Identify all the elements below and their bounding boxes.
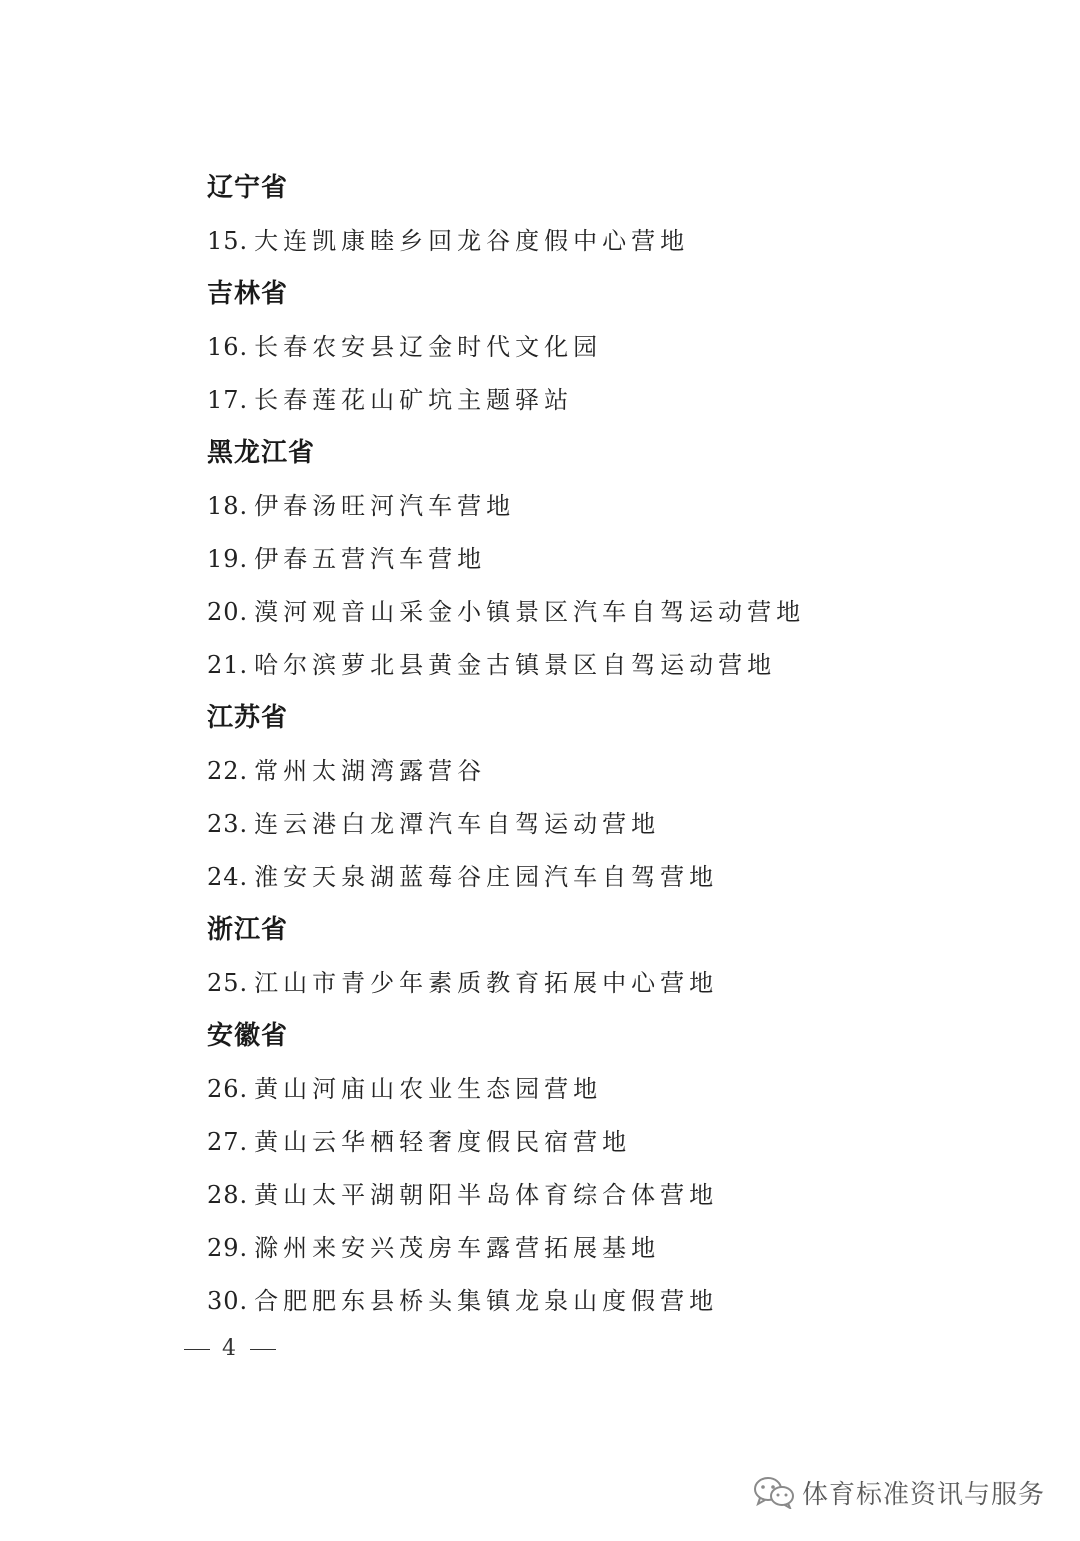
footer-dash-left <box>184 1349 210 1350</box>
item-number: 25. <box>207 969 249 997</box>
item-number: 18. <box>207 492 249 520</box>
province-heading: 浙江省 <box>207 915 289 945</box>
page-number: 4 <box>222 1336 238 1361</box>
list-item <box>207 486 847 539</box>
item-number: 26. <box>207 1075 249 1103</box>
item-name: 伊春五营汽车营地 <box>254 545 487 573</box>
item-name: 合肥肥东县桥头集镇龙泉山度假营地 <box>254 1287 719 1315</box>
footer-dash-right <box>250 1349 276 1350</box>
list-item <box>207 963 847 1016</box>
list-item <box>207 539 847 592</box>
item-number: 22. <box>207 757 249 785</box>
list-item <box>207 380 847 433</box>
province-heading: 江苏省 <box>207 703 289 733</box>
page-footer <box>172 1336 288 1361</box>
camp-list <box>207 168 847 1334</box>
item-name: 漠河观音山采金小镇景区汽车自驾运动营地 <box>254 598 806 626</box>
item-name: 大连凯康睦乡回龙谷度假中心营地 <box>254 227 690 255</box>
item-name: 滁州来安兴茂房车露营拓展基地 <box>254 1234 661 1262</box>
item-name: 长春莲花山矿坑主题驿站 <box>254 386 574 414</box>
item-name: 黄山河庙山农业生态园营地 <box>254 1075 603 1103</box>
watermark-text: 体育标准资讯与服务 <box>802 1479 1046 1510</box>
list-item <box>207 1069 847 1122</box>
item-number: 23. <box>207 810 249 838</box>
list-item <box>207 1281 847 1334</box>
item-name: 江山市青少年素质教育拓展中心营地 <box>254 969 719 997</box>
item-number: 30. <box>207 1287 249 1315</box>
item-number: 16. <box>207 333 249 361</box>
list-item <box>207 592 847 645</box>
item-number: 15. <box>207 227 249 255</box>
list-item <box>207 221 847 274</box>
list-item <box>207 1228 847 1281</box>
item-number: 29. <box>207 1234 249 1262</box>
item-number: 19. <box>207 545 249 573</box>
item-number: 28. <box>207 1181 249 1209</box>
item-name: 黄山太平湖朝阳半岛体育综合体营地 <box>254 1181 719 1209</box>
list-item <box>207 857 847 910</box>
list-item <box>207 1122 847 1175</box>
list-item <box>207 645 847 698</box>
list-item <box>207 804 847 857</box>
item-number: 20. <box>207 598 249 626</box>
list-item <box>207 327 847 380</box>
province-heading: 安徽省 <box>207 1021 289 1051</box>
province-heading: 黑龙江省 <box>207 438 316 468</box>
item-name: 哈尔滨萝北县黄金古镇景区自驾运动营地 <box>254 651 777 679</box>
item-name: 黄山云华栖轻奢度假民宿营地 <box>254 1128 632 1156</box>
list-item <box>207 1175 847 1228</box>
item-name: 长春农安县辽金时代文化园 <box>254 333 603 361</box>
item-name: 连云港白龙潭汽车自驾运动营地 <box>254 810 661 838</box>
province-heading: 辽宁省 <box>207 173 289 203</box>
item-number: 24. <box>207 863 249 891</box>
province-heading: 吉林省 <box>207 279 289 309</box>
list-item <box>207 751 847 804</box>
item-name: 伊春汤旺河汽车营地 <box>254 492 516 520</box>
watermark <box>752 1472 1045 1512</box>
wechat-icon <box>752 1475 796 1509</box>
item-number: 27. <box>207 1128 249 1156</box>
item-number: 17. <box>207 386 249 414</box>
item-name: 淮安天泉湖蓝莓谷庄园汽车自驾营地 <box>254 863 719 891</box>
item-name: 常州太湖湾露营谷 <box>254 757 487 785</box>
item-number: 21. <box>207 651 249 679</box>
